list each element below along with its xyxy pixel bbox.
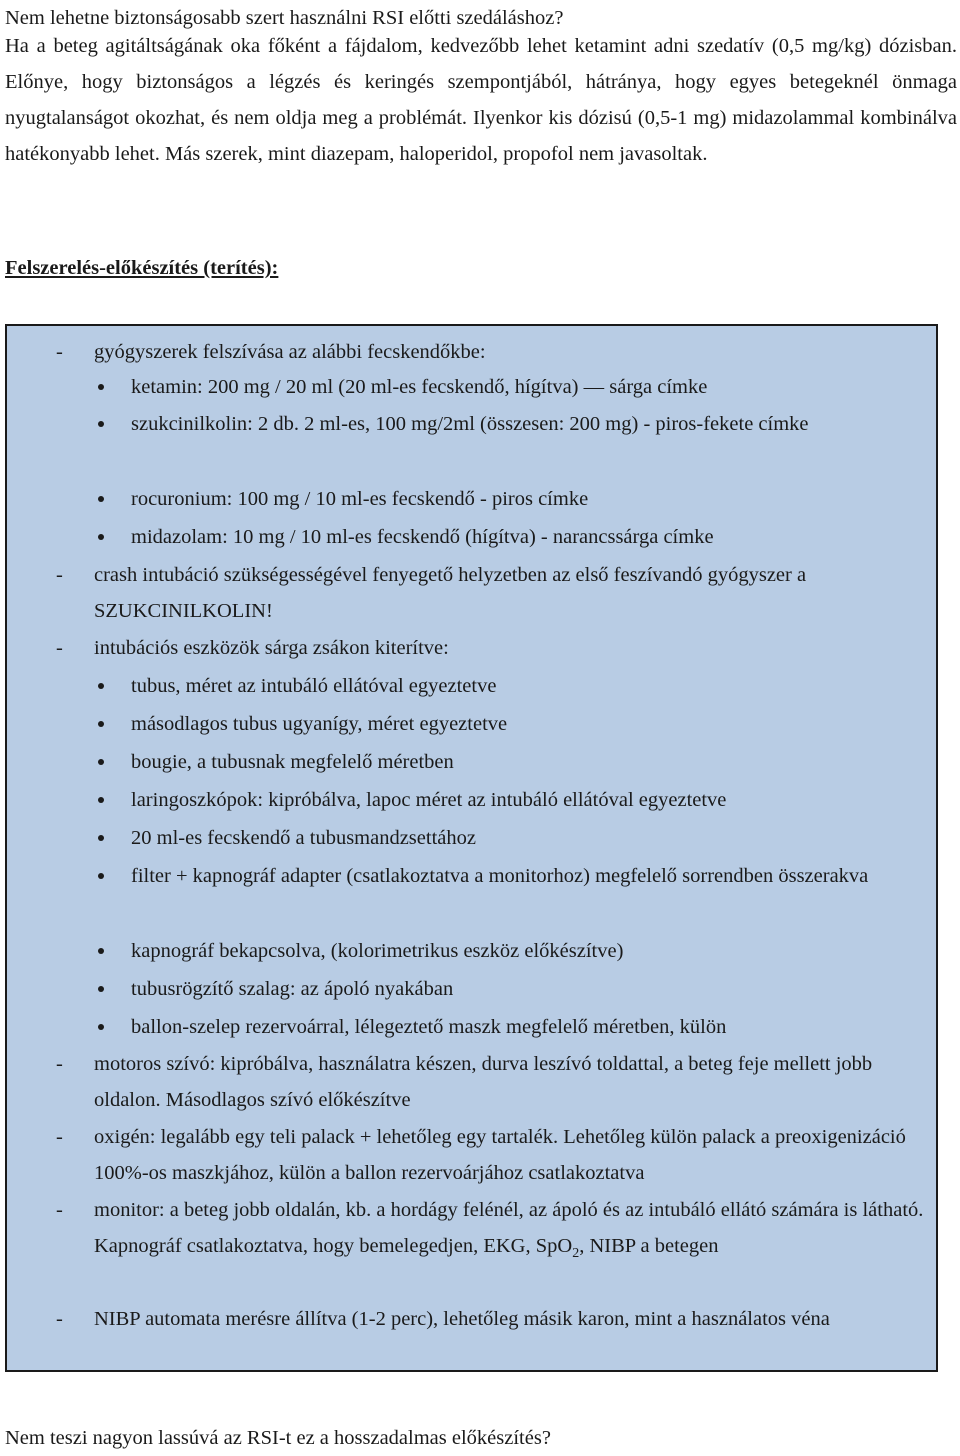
bullet-text: tubus, méret az intubáló ellátóval egyeztetve <box>131 675 497 697</box>
bullet-text: ballon-szelep rezervoárral, lélegeztető maszk megfelelő méretben, külön <box>131 1016 727 1038</box>
equipment-checklist-box <box>5 324 938 1372</box>
bullet-icon <box>98 873 104 879</box>
intro-paragraph <box>5 28 957 172</box>
bullet-icon <box>98 1024 104 1030</box>
bullet-icon <box>98 986 104 992</box>
dash-marker: - <box>56 1308 63 1330</box>
item-text <box>94 1192 924 1272</box>
bullet-text: ketamin: 200 mg / 20 ml (20 ml-es fecskendő, hígítva) ― sárga címke <box>131 376 708 398</box>
bullet-text: másodlagos tubus ugyanígy, méret egyeztetve <box>131 713 508 735</box>
bullet-icon <box>98 683 104 689</box>
bullet-text: szukcinilkolin: 2 db. 2 ml-es, 100 mg/2ml (összesen: 200 mg) - piros-fekete címke <box>131 413 809 435</box>
intro-text: Ha a beteg agitáltságának oka főként a fájdalom, kedvezőbb lehet ketamint adni szedatív (0,5 mg/kg) dózisban. Előnye, hogy biztonságos a légzés és keringés szempontjából, hátránya, hogy egyes betegeknél önmaga nyugtalanságot okozhat, és nem oldja meg a problémát. Ilyenkor kis dózisú (0,5-1 mg) midazolammal kombinálva hatékonyabb lehet. Más szerek, mint diazepam, haloperidol, propofol nem javasoltak. <box>5 35 957 165</box>
bullet-icon <box>98 421 104 427</box>
subscript: 2 <box>572 1246 580 1262</box>
item-text: intubációs eszközök sárga zsákon kiterítve: <box>94 637 449 659</box>
dash-marker: - <box>56 637 63 659</box>
item-text: gyógyszerek felszívása az alábbi fecskendőkbe: <box>94 341 486 363</box>
section-heading: Felszerelés-előkészítés (terítés): <box>5 257 279 279</box>
bullet-icon <box>98 496 104 502</box>
question-top: Nem lehetne biztonságosabb szert használni RSI előtti szedáláshoz? <box>5 7 564 29</box>
bullet-text: bougie, a tubusnak megfelelő méretben <box>131 751 454 773</box>
bullet-icon <box>98 759 104 765</box>
bullet-icon <box>98 534 104 540</box>
bullet-icon <box>98 721 104 727</box>
bullet-text: 20 ml-es fecskendő a tubusmandzsettához <box>131 827 476 849</box>
bullet-text: tubusrögzítő szalag: az ápoló nyakában <box>131 978 454 1000</box>
bullet-icon <box>98 835 104 841</box>
bullet-icon <box>98 384 104 390</box>
item-text: oxigén: legalább egy teli palack + lehetőleg egy tartalék. Lehetőleg külön palack a preoxigenizáció 100%-os maszkjához, külön a ballon rezervoárjához csatlakoztatva <box>94 1126 906 1184</box>
dash-marker: - <box>56 564 63 586</box>
bullet-text: laringoszkópok: kipróbálva, lapoc méret az intubáló ellátóval egyeztetve <box>131 789 727 811</box>
bullet-text: filter + kapnográf adapter (csatlakoztatva a monitorhoz) megfelelő sorrendben összerakva <box>131 865 869 887</box>
bullet-icon <box>98 948 104 954</box>
dash-marker: - <box>56 1199 63 1221</box>
bullet-text: rocuronium: 100 mg / 10 ml-es fecskendő - piros címke <box>131 488 589 510</box>
question-bottom: Nem teszi nagyon lassúvá az RSI-t ez a hosszadalmas előkészítés? <box>5 1427 551 1449</box>
item-text-part: , NIBP a betegen <box>579 1235 719 1257</box>
bullet-icon <box>98 797 104 803</box>
bullet-text: midazolam: 10 mg / 10 ml-es fecskendő (hígítva) - narancssárga címke <box>131 526 714 548</box>
dash-marker: - <box>56 1053 63 1075</box>
dash-marker: - <box>56 1126 63 1148</box>
dash-marker: - <box>56 341 63 363</box>
item-text: motoros szívó: kipróbálva, használatra készen, durva leszívó toldattal, a beteg feje mellett jobb oldalon. Másodlagos szívó előkészítve <box>94 1053 873 1111</box>
item-text-part: monitor: a beteg jobb oldalán, kb. a hordágy felénél, az ápoló és az intubáló ellátó számára is látható. Kapnográf csatlakoztatva, hogy bemelegedjen, EKG, SpO <box>94 1199 924 1257</box>
bullet-text: kapnográf bekapcsolva, (kolorimetrikus eszköz előkészítve) <box>131 940 624 962</box>
item-text: NIBP automata merésre állítva (1-2 perc), lehetőleg másik karon, mint a használatos véna <box>94 1308 830 1330</box>
item-text: crash intubáció szükségességével fenyegető helyzetben az első feszívandó gyógyszer a SZUKCINILKOLIN! <box>94 564 807 622</box>
